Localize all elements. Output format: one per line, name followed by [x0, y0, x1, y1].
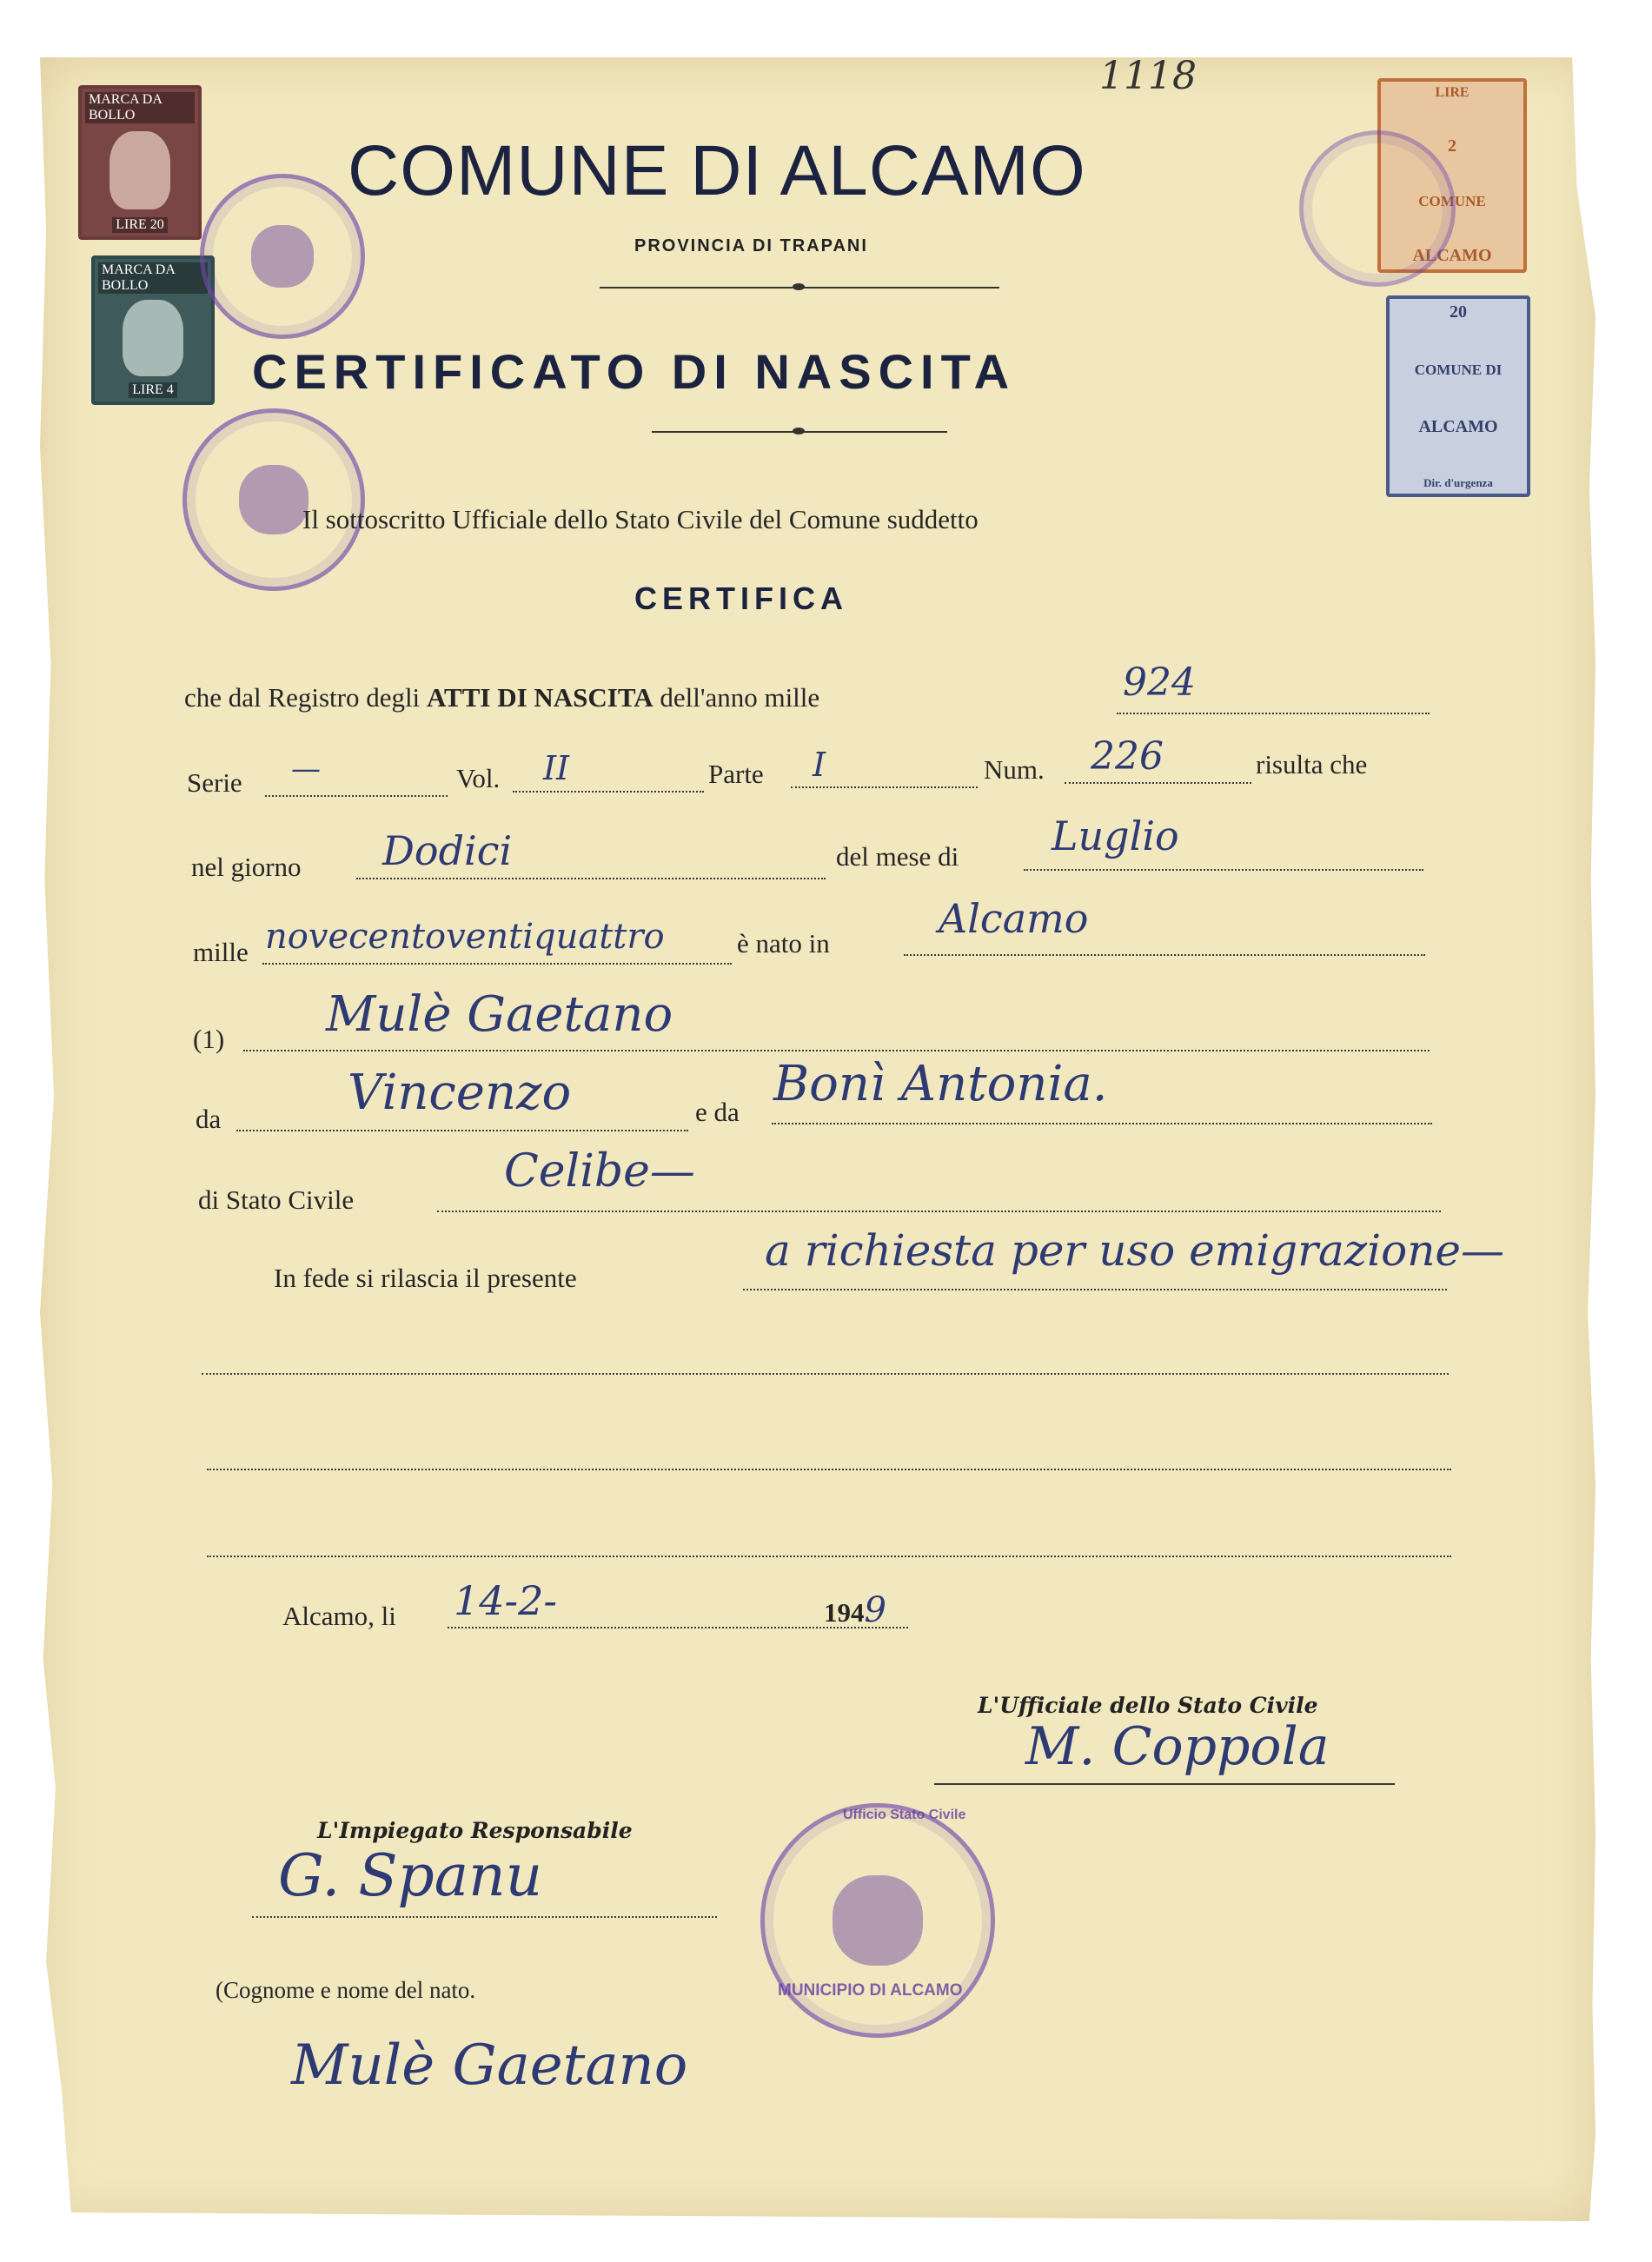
province-label: PROVINCIA DI TRAPANI: [634, 236, 868, 255]
mese-value: Luglio: [1052, 813, 1179, 859]
stamp-comune-text: COMUNE: [1418, 192, 1486, 209]
stamp-top-text: MARCA DA BOLLO: [85, 92, 195, 123]
nato-value: Alcamo: [939, 895, 1089, 942]
anno-value: 924: [1123, 660, 1196, 705]
nome-line: [243, 1050, 1430, 1051]
luogo-label: Alcamo, li: [282, 1601, 396, 1631]
stamp-top-text: MARCA DA BOLLO: [98, 262, 208, 294]
portrait-icon: [123, 300, 183, 376]
mese-line: [1024, 869, 1423, 871]
page-title: COMUNE DI ALCAMO: [348, 131, 1086, 210]
mille-label: mille: [193, 937, 249, 967]
stamp-town-text: ALCAMO: [1418, 417, 1498, 437]
municipal-seal-bottom: [760, 1803, 995, 2038]
date-value: 14-2-: [454, 1577, 557, 1624]
marca-da-bollo-20: [78, 85, 202, 240]
ornament-dot: [793, 428, 805, 434]
nato-signature: Mulè Gaetano: [291, 2033, 688, 2098]
portrait-icon: [109, 131, 170, 209]
vol-label: Vol.: [456, 763, 501, 793]
padre-line: [236, 1130, 688, 1131]
municipal-seal-small: [200, 174, 365, 339]
ufficiale-signature: M. Coppola: [1025, 1716, 1330, 1777]
stamp-value-text: 20: [1450, 302, 1467, 322]
padre-value: Vincenzo: [348, 1065, 572, 1121]
blank-line: [207, 1556, 1451, 1557]
serie-label: Serie: [187, 767, 242, 798]
certificate-title: CERTIFICATO DI NASCITA: [252, 344, 1017, 399]
nato-label: è nato in: [737, 928, 830, 959]
stamp-bottom-text: Dir. d'urgenza: [1423, 475, 1493, 489]
stamp-town-text: ALCAMO: [1412, 245, 1492, 265]
blank-line: [207, 1469, 1451, 1470]
mese-label: del mese di: [836, 841, 959, 872]
ufficiale-label: L'Ufficiale dello Stato Civile: [978, 1693, 1318, 1718]
parte-value: I: [813, 746, 826, 784]
nome-value: Mulè Gaetano: [326, 986, 673, 1043]
madre-value: Bonì Antonia.: [773, 1056, 1108, 1112]
blank-line: [202, 1373, 1449, 1375]
anno-line: [1117, 713, 1430, 714]
marca-da-bollo-4: [91, 255, 215, 405]
num-line: [1065, 782, 1251, 784]
giorno-value: Dodici: [382, 827, 513, 874]
eda-label: e da: [695, 1097, 740, 1127]
impiegato-label: L'Impiegato Responsabile: [317, 1818, 633, 1843]
fede-value: a richiesta per uso emigrazione—: [765, 1225, 1505, 1276]
year-value: 9: [864, 1590, 886, 1630]
mille-line: [262, 963, 732, 965]
num-label: Num.: [984, 754, 1045, 785]
stato-value: Celibe—: [504, 1145, 695, 1197]
stato-line: [437, 1211, 1441, 1212]
intro-text: Il sottoscritto Ufficiale dello Stato Civile del Comune suddetto: [302, 504, 979, 534]
ornament-dot: [793, 283, 805, 290]
atti-di-nascita-label: ATTI DI NASCITA: [426, 682, 654, 713]
serie-value: —: [291, 752, 321, 786]
madre-line: [772, 1123, 1432, 1124]
comune-stamp-20-lire: [1386, 295, 1530, 497]
num-value: 226: [1091, 734, 1164, 779]
year-label: 1949: [824, 1590, 886, 1630]
impiegato-line: [252, 1916, 717, 1918]
stamp-value-text: 2: [1448, 136, 1456, 156]
risulta-label: risulta che: [1256, 749, 1368, 779]
stato-label: di Stato Civile: [198, 1184, 355, 1215]
parte-line: [791, 786, 978, 788]
ufficiale-line: [934, 1783, 1395, 1785]
stamp-value-text: LIRE 20: [112, 217, 168, 233]
vol-line: [513, 791, 704, 793]
municipal-seal-right: [1299, 130, 1456, 287]
cognome-label: (Cognome e nome del nato.: [216, 1977, 476, 2003]
seal-text: MUNICIPIO DI ALCAMO: [778, 1981, 963, 2000]
giorno-line: [356, 878, 826, 879]
stamp-comune-text: COMUNE DI: [1414, 361, 1503, 378]
archive-number: 1118: [1099, 54, 1197, 98]
seal-office-text: Ufficio Stato Civile: [843, 1808, 966, 1822]
impiegato-signature: G. Spanu: [278, 1842, 543, 1909]
registro-label: che dal Registro degli ATTI DI NASCITA dell'anno mille: [184, 682, 820, 713]
fede-label: In fede si rilascia il presente: [274, 1263, 577, 1293]
vol-value: II: [543, 749, 570, 787]
municipal-seal-top: [182, 408, 365, 591]
giorno-label: nel giorno: [191, 852, 302, 882]
serie-line: [265, 795, 448, 797]
stamp-value-text: LIRE 4: [129, 382, 177, 398]
da-label: da: [196, 1104, 222, 1134]
certifica-heading: CERTIFICA: [634, 580, 848, 616]
nato-line: [904, 954, 1425, 956]
nome-label: (1): [193, 1024, 225, 1054]
mille-value: novecentoventiquattro: [265, 917, 665, 957]
fede-line: [743, 1289, 1447, 1290]
stamp-lire-text: LIRE: [1435, 85, 1470, 100]
parte-label: Parte: [708, 759, 764, 789]
